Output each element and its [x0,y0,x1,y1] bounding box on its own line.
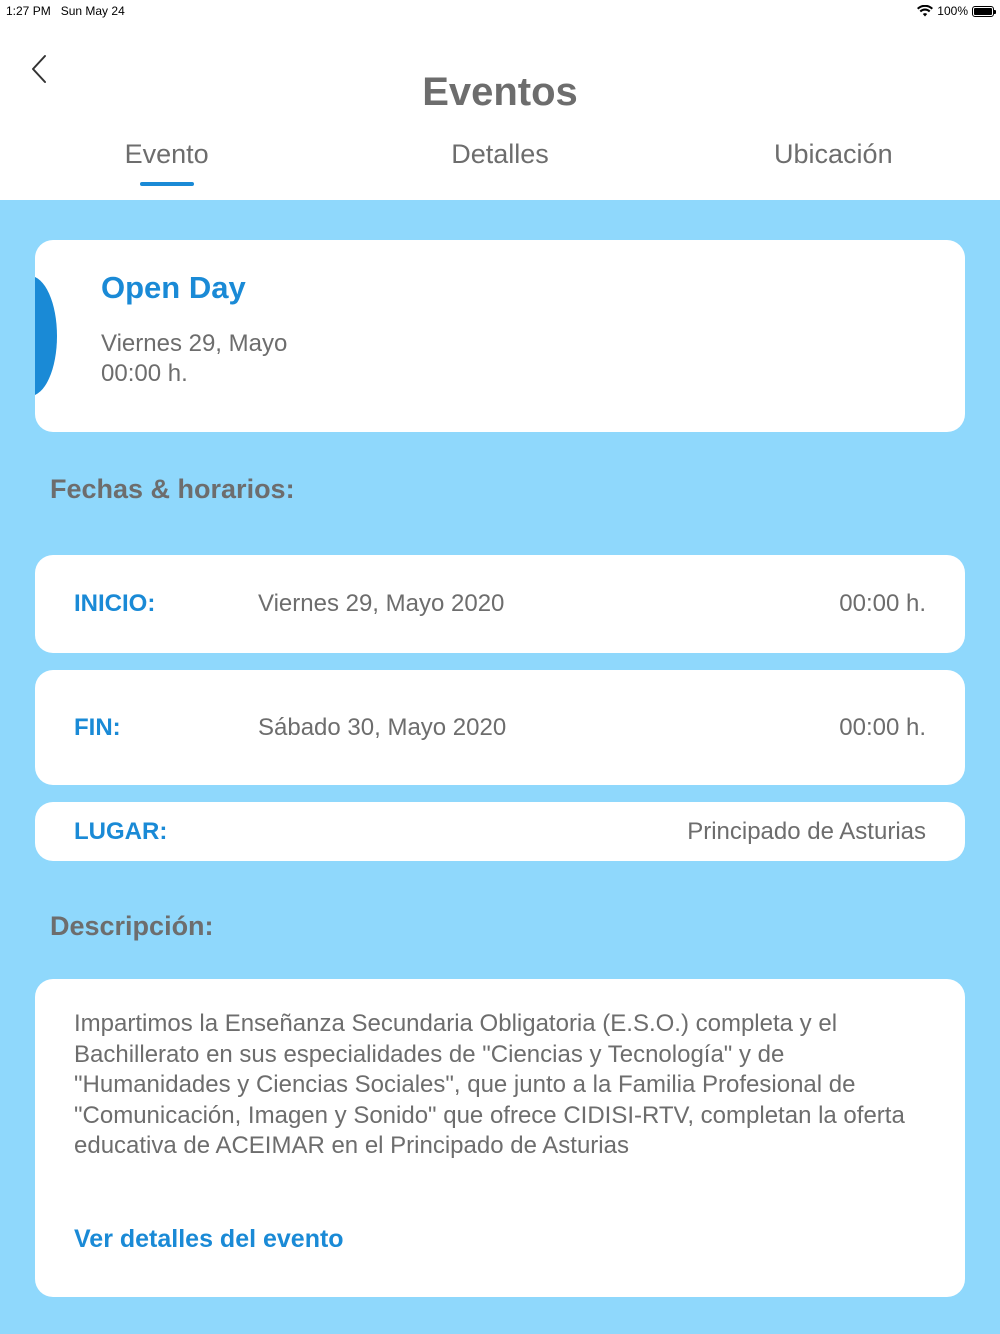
content-area [0,200,1000,1334]
battery-percent: 100% [937,4,968,18]
tab-evento[interactable] [0,134,333,200]
place-row [35,802,965,861]
tab-bar [0,134,1000,200]
start-label: INICIO: [74,590,156,617]
start-row [35,555,965,653]
wifi-icon [917,5,933,17]
nav-header [0,22,1000,200]
event-card [35,240,965,432]
place-value: Principado de Asturias [687,817,926,845]
end-label: FIN: [74,713,121,741]
event-details-link[interactable]: Ver detalles del evento [74,1225,344,1253]
schedule-section-title: Fechas & horarios: [50,474,295,504]
status-time: 1:27 PM [6,4,51,18]
tab-label: Evento [124,139,209,169]
event-time: 00:00 h. [101,360,188,387]
description-text: Impartimos la Enseñanza Secundaria Obligatoria (E.S.O.) completa y el Bachillerato en sus especialidades de "Ciencias y Tecnología" y de "Humanidades y Ciencias Sociales", que junto a la Familia Profesional de "Comunicación, Imagen y Sonido" que ofrece CIDISI-RTV, completan la oferta educativa de ACEIMAR en el Principado de Asturias [74,1010,905,1159]
description-section-title: Descripción: [50,911,214,941]
page-title: Eventos [422,70,578,114]
tab-label: Detalles [451,139,549,169]
end-row [35,670,965,785]
event-accent-shape [35,276,57,396]
status-bar [0,0,1000,22]
battery-icon [972,6,994,17]
status-date: Sun May 24 [60,4,125,18]
tab-detalles[interactable] [333,134,666,200]
tab-active-indicator [140,182,194,186]
end-date: Sábado 30, Mayo 2020 [258,713,507,741]
start-time: 00:00 h. [839,590,926,617]
tab-label: Ubicación [774,139,893,169]
place-label: LUGAR: [74,817,168,845]
tab-ubicacion[interactable] [667,134,1000,200]
description-card [35,979,965,1297]
end-time: 00:00 h. [839,713,926,741]
event-date: Viernes 29, Mayo [101,330,288,357]
start-date: Viernes 29, Mayo 2020 [258,590,505,617]
event-title: Open Day [101,270,246,305]
